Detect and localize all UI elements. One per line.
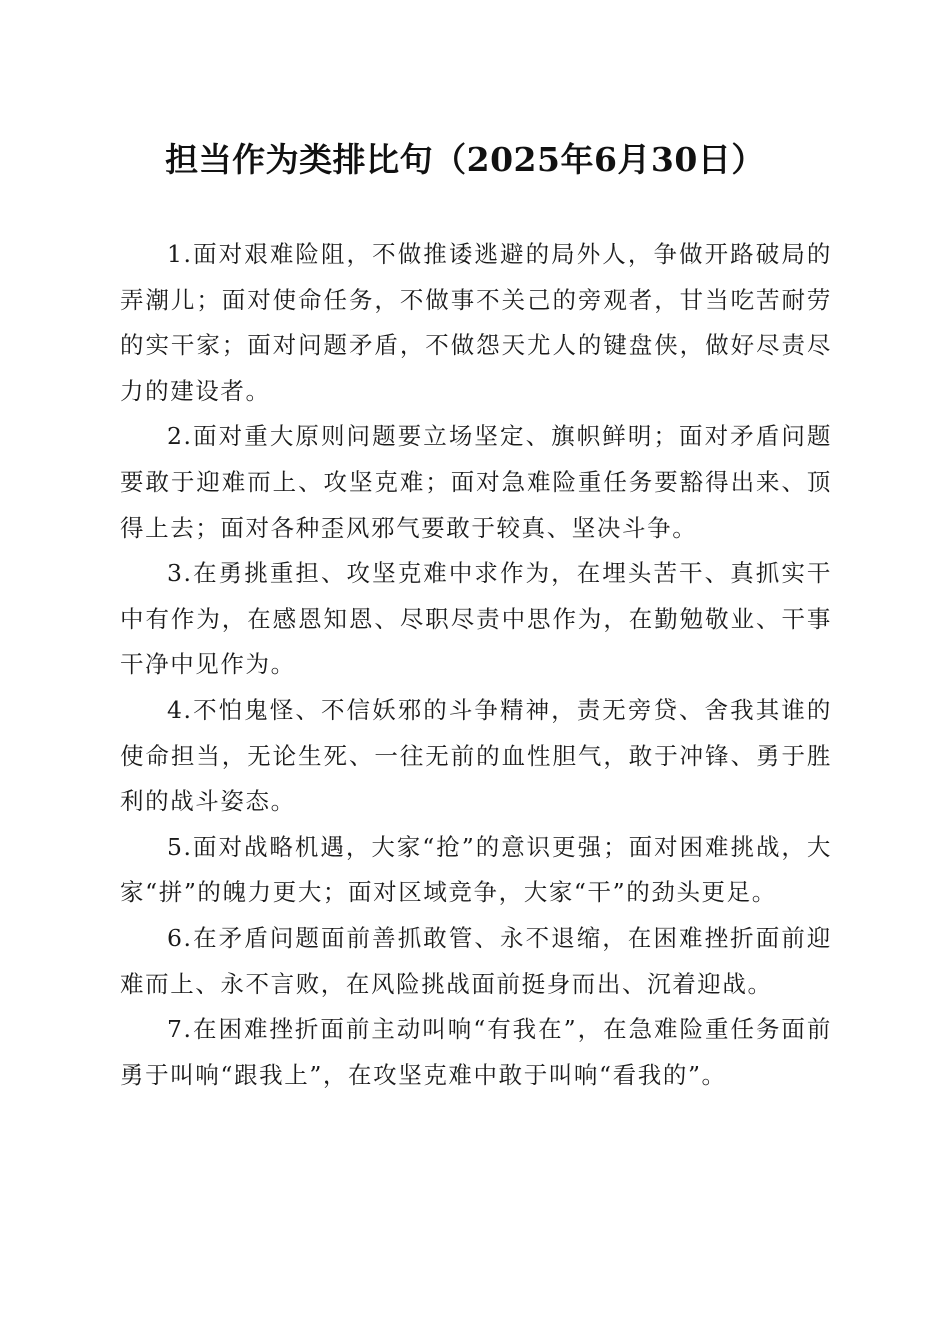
paragraph-7: 7.在困难挫折面前主动叫响“有我在”，在急难险重任务面前勇于叫响“跟我上”，在攻坚克难中敢于叫响“看我的”。 [120,1015,832,1089]
document-body [120,232,832,1098]
paragraph-5: 5.面对战略机遇，大家“抢”的意识更强；面对困难挑战，大家“拼”的魄力更大；面对区域竞争，大家“干”的劲头更足。 [120,832,832,907]
paragraph-2: 2.面对重大原则问题要立场坚定、旗帜鲜明；面对矛盾问题要敢于迎难而上、攻坚克难；面对急难险重任务要豁得出来、顶得上去；面对各种歪风邪气要敢于较真、坚决斗争。 [120,422,832,542]
document-title: 担当作为类排比句（2025年6月30日） [165,140,765,179]
paragraph-4: 4.不怕鬼怪、不信妖邪的斗争精神，责无旁贷、舍我其谁的使命担当，无论生死、一往无前的血性胆气，敢于冲锋、勇于胜利的战斗姿态。 [120,695,832,816]
paragraph-1: 1.面对艰难险阻，不做推诿逃避的局外人，争做开路破局的弄潮儿；面对使命任务，不做事不关己的旁观者，甘当吃苦耐劳的实干家；面对问题矛盾，不做怨天尤人的键盘侠，做好尽责尽力的建设者。 [120,240,832,405]
paragraph-3: 3.在勇挑重担、攻坚克难中求作为，在埋头苦干、真抓实干中有作为，在感恩知恩、尽职尽责中思作为，在勤勉敬业、干事干净中见作为。 [120,559,832,679]
paragraph-6: 6.在矛盾问题面前善抓敢管、永不退缩，在困难挫折面前迎难而上、永不言败，在风险挑战面前挺身而出、沉着迎战。 [120,923,832,998]
